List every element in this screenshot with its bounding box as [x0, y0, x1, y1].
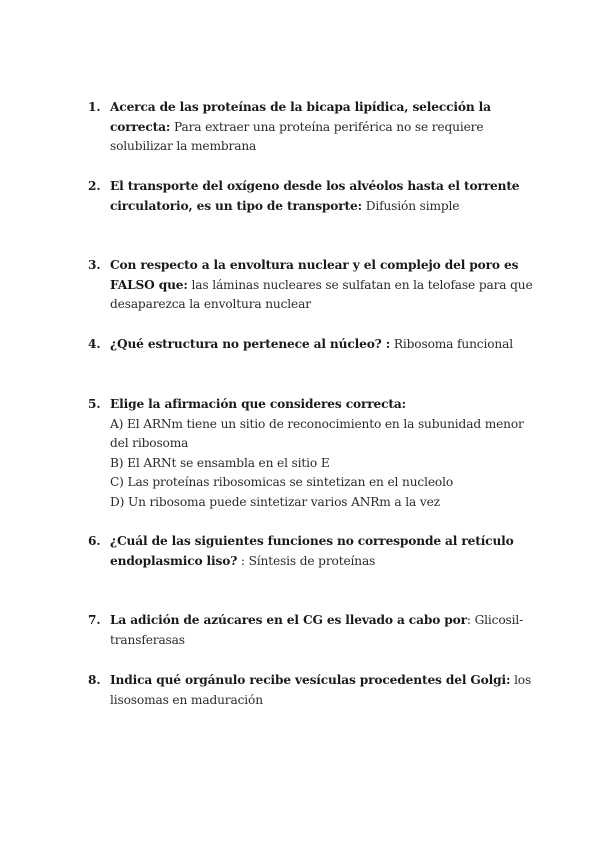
question-number: 1. [88, 100, 101, 114]
question-8 [88, 671, 538, 710]
question-number: 8. [88, 673, 101, 687]
question-number: 6. [88, 534, 101, 548]
question-stem: ¿Qué estructura no pertenece al núcleo? : [110, 337, 391, 351]
question-number: 3. [88, 258, 101, 272]
question-stem: Acerca de las proteínas de la bicapa lipídica, selección la correcta: [110, 100, 491, 134]
question-answer: Ribosoma funcional [393, 337, 513, 351]
question-number: 5. [88, 397, 101, 411]
question-answer: Para extraer una proteína periférica no se requiere solubilizar la membrana [110, 119, 484, 153]
question-answer: los lisosomas en maduración [110, 673, 532, 707]
question-1 [88, 98, 538, 157]
option-a: A) El ARNm tiene un sitio de reconocimiento en la subunidad menor del ribosoma [110, 416, 524, 450]
question-4 [88, 335, 538, 355]
option-b: B) El ARNt se ensambla en el sitio E [110, 455, 330, 470]
question-stem: La adición de azúcares en el CG es llevado a cabo por [110, 613, 467, 627]
question-stem: El transporte del oxígeno desde los alvéolos hasta el torrente circulatorio, es un tipo de transporte: [110, 179, 520, 213]
question-stem: Con respecto a la envoltura nuclear y el complejo del poro es FALSO que: [110, 258, 519, 292]
question-7 [88, 611, 538, 650]
question-answer: : Síntesis de proteínas [240, 553, 376, 568]
question-answer: Difusión simple [365, 198, 460, 213]
question-6 [88, 532, 538, 571]
question-3 [88, 256, 538, 315]
question-stem: Indica qué orgánulo recibe vesículas procedentes del Golgi: [110, 673, 511, 687]
option-c: C) Las proteínas ribosomicas se sintetizan en el nucleolo [110, 475, 454, 489]
question-number: 4. [88, 337, 101, 351]
question-stem: Elige la afirmación que consideres correcta: [110, 397, 406, 411]
question-number: 2. [88, 179, 101, 193]
question-answer: : Glicosil-transferasas [110, 613, 524, 647]
question-5 [88, 395, 538, 512]
question-answer: las láminas nucleares se sulfatan en la telofase para que desaparezca la envoltura nuclear [110, 277, 533, 311]
option-d: D) Un ribosoma puede sintetizar varios ANRm a la vez [110, 494, 440, 509]
question-number: 7. [88, 613, 101, 627]
question-2 [88, 177, 538, 216]
question-stem: ¿Cuál de las siguientes funciones no corresponde al retículo endoplasmico liso? [110, 534, 514, 568]
